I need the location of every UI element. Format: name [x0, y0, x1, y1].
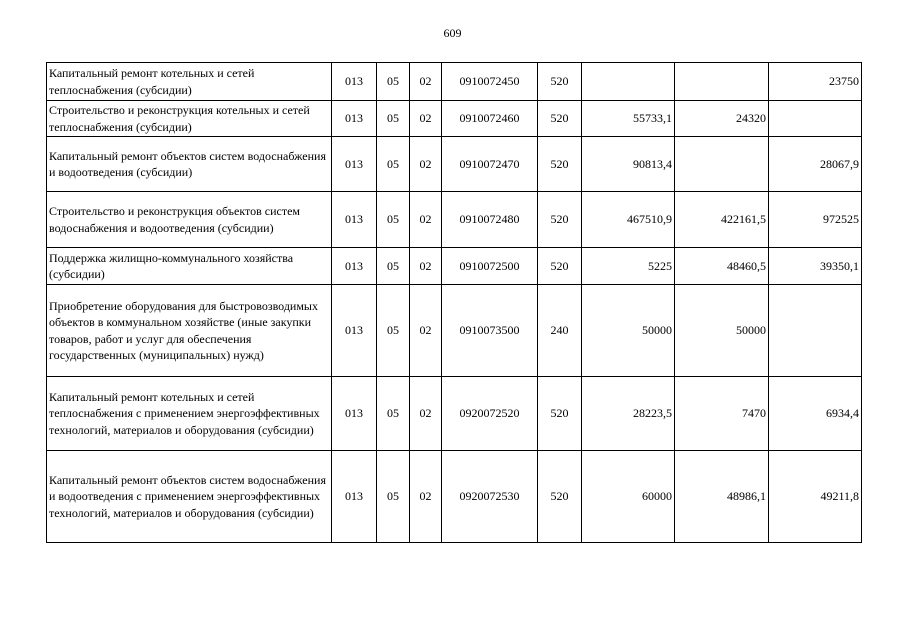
amount-2: [675, 63, 769, 101]
subsection-code: 02: [410, 137, 442, 192]
target-code: 0910073500: [442, 285, 538, 377]
ministry-code: 013: [332, 285, 377, 377]
subsection-code: 02: [410, 377, 442, 451]
amount-2: 50000: [675, 285, 769, 377]
target-code: 0920072530: [442, 451, 538, 543]
subsection-code: 02: [410, 101, 442, 137]
row-name: Капитальный ремонт котельных и сетей теплоснабжения (субсидии): [47, 63, 332, 101]
row-name: Строительство и реконструкция объектов систем водоснабжения и водоотведения (субсидии): [47, 192, 332, 248]
amount-3: 39350,1: [769, 248, 862, 285]
amount-2: 24320: [675, 101, 769, 137]
amount-3: 23750: [769, 63, 862, 101]
amount-2: 422161,5: [675, 192, 769, 248]
amount-1: 5225: [582, 248, 675, 285]
section-code: 05: [377, 137, 410, 192]
amount-1: 55733,1: [582, 101, 675, 137]
amount-3: 972525: [769, 192, 862, 248]
amount-3: [769, 101, 862, 137]
section-code: 05: [377, 451, 410, 543]
ministry-code: 013: [332, 192, 377, 248]
row-name: Капитальный ремонт котельных и сетей теплоснабжения с применением энергоэффективных технологий, материалов и оборудования (субсидии): [47, 377, 332, 451]
subsection-code: 02: [410, 63, 442, 101]
subsection-code: 02: [410, 285, 442, 377]
target-code: 0910072450: [442, 63, 538, 101]
ministry-code: 013: [332, 248, 377, 285]
amount-3: 49211,8: [769, 451, 862, 543]
table-row: [47, 285, 862, 377]
subsection-code: 02: [410, 451, 442, 543]
table-row: [47, 377, 862, 451]
amount-3: 6934,4: [769, 377, 862, 451]
row-name: Поддержка жилищно-коммунального хозяйства (субсидии): [47, 248, 332, 285]
amount-1: 60000: [582, 451, 675, 543]
expense-type-code: 520: [538, 248, 582, 285]
table-row: [47, 63, 862, 101]
amount-1: 28223,5: [582, 377, 675, 451]
ministry-code: 013: [332, 137, 377, 192]
table-row: [47, 451, 862, 543]
section-code: 05: [377, 101, 410, 137]
amount-2: [675, 137, 769, 192]
ministry-code: 013: [332, 101, 377, 137]
expense-type-code: 520: [538, 137, 582, 192]
amount-3: [769, 285, 862, 377]
expense-type-code: 520: [538, 192, 582, 248]
amount-1: 50000: [582, 285, 675, 377]
expense-type-code: 520: [538, 101, 582, 137]
budget-table: [46, 62, 862, 543]
row-name: Капитальный ремонт объектов систем водоснабжения и водоотведения с применением энергоэффективных технологий, материалов и оборудования (субсидии): [47, 451, 332, 543]
amount-1: 467510,9: [582, 192, 675, 248]
section-code: 05: [377, 285, 410, 377]
ministry-code: 013: [332, 451, 377, 543]
subsection-code: 02: [410, 192, 442, 248]
target-code: 0910072470: [442, 137, 538, 192]
section-code: 05: [377, 248, 410, 285]
section-code: 05: [377, 63, 410, 101]
expense-type-code: 520: [538, 377, 582, 451]
target-code: 0910072480: [442, 192, 538, 248]
amount-2: 48986,1: [675, 451, 769, 543]
expense-type-code: 520: [538, 63, 582, 101]
amount-3: 28067,9: [769, 137, 862, 192]
expense-type-code: 520: [538, 451, 582, 543]
amount-1: [582, 63, 675, 101]
amount-2: 48460,5: [675, 248, 769, 285]
row-name: Приобретение оборудования для быстровозводимых объектов в коммунальном хозяйстве (иные закупки товаров, работ и услуг для обеспечения государственных (муниципальных) нужд): [47, 285, 332, 377]
ministry-code: 013: [332, 63, 377, 101]
page-number: 609: [443, 26, 462, 40]
expense-type-code: 240: [538, 285, 582, 377]
table-row: [47, 248, 862, 285]
section-code: 05: [377, 377, 410, 451]
target-code: 0920072520: [442, 377, 538, 451]
table-row: [47, 192, 862, 248]
table-row: [47, 137, 862, 192]
row-name: Капитальный ремонт объектов систем водоснабжения и водоотведения (субсидии): [47, 137, 332, 192]
target-code: 0910072460: [442, 101, 538, 137]
subsection-code: 02: [410, 248, 442, 285]
amount-1: 90813,4: [582, 137, 675, 192]
ministry-code: 013: [332, 377, 377, 451]
section-code: 05: [377, 192, 410, 248]
amount-2: 7470: [675, 377, 769, 451]
table-row: [47, 101, 862, 137]
target-code: 0910072500: [442, 248, 538, 285]
row-name: Строительство и реконструкция котельных и сетей теплоснабжения (субсидии): [47, 101, 332, 137]
